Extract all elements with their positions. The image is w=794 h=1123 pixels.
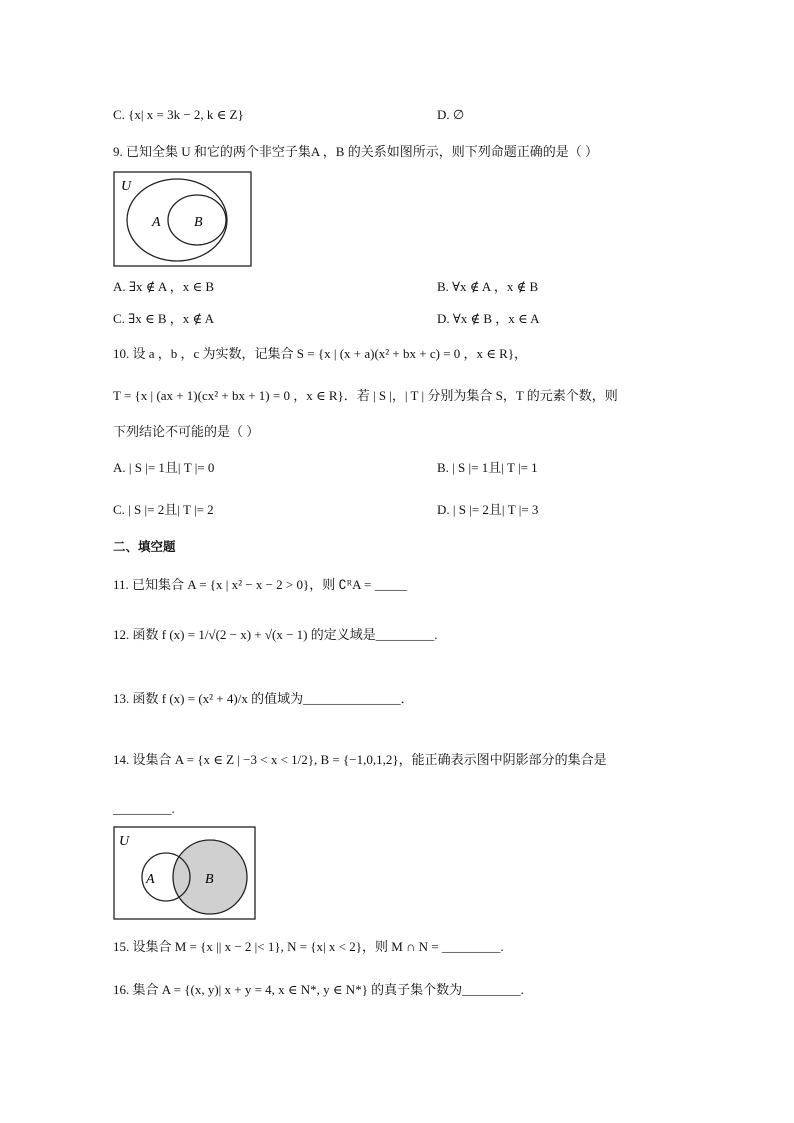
- q14-venn-diagram: [113, 826, 257, 922]
- label-u: U: [121, 179, 132, 194]
- q9-option-a: A. ∃x ∉ A ，x ∈ B: [113, 279, 215, 294]
- q15-text: 15. 设集合 M = {x || x − 2 |< 1}, N = {x| x < 2}，则 M ∩ N = _________.: [113, 939, 504, 954]
- q11-text: 11. 已知集合 A = {x | x² − x − 2 > 0}，则 ∁ᴿA = _____: [113, 577, 408, 592]
- universal-set-box: [114, 172, 251, 266]
- label-b: B: [194, 215, 203, 230]
- q9-option-c: C. ∃x ∈ B ，x ∉ A: [113, 311, 215, 326]
- q16-text: 16. 集合 A = {(x, y)| x + y = 4, x ∈ N*, y ∈ N*} 的真子集个数为_________.: [113, 982, 524, 997]
- q14-line-1: 14. 设集合 A = {x ∈ Z | −3 < x < 1/2}, B = {−1,0,1,2}，能正确表示图中阴影部分的集合是: [113, 752, 607, 767]
- label-b: B: [205, 872, 214, 887]
- label-a: A: [146, 872, 155, 887]
- q10-line-1: 10. 设 a ，b ，c 为实数，记集合 S = {x | (x + a)(x² + bx + c) = 0 ，x ∈ R}，: [113, 346, 528, 361]
- q9-option-d: D. ∀x ∉ B ，x ∈ A: [437, 311, 540, 326]
- q13-text: 13. 函数 f (x) = (x² + 4)/x 的值域为_______________．: [113, 691, 414, 706]
- q9-stem: 9. 已知全集 U 和它的两个非空子集A ，B 的关系如图所示，则下列命题正确的是（ ）: [113, 144, 598, 159]
- section-title-fill-in: 二、填空题: [113, 540, 176, 554]
- q10-line-2: T = {x | (ax + 1)(cx² + bx + 1) = 0 ，x ∈ R}．若 | S |，| T | 分别为集合 S，T 的元素个数，则: [113, 388, 618, 403]
- q10-option-d: D. | S |= 2且| T |= 3: [437, 502, 539, 517]
- q10-line-3: 下列结论不可能的是（ ）: [113, 424, 260, 439]
- q14-line-2: _________.: [113, 801, 175, 816]
- label-a: A: [152, 215, 161, 230]
- q8-option-d: D. ∅: [437, 107, 465, 122]
- label-u: U: [119, 834, 130, 849]
- q10-option-a: A. | S |= 1且| T |= 0: [113, 460, 215, 475]
- q8-option-c: C. {x| x = 3k − 2, k ∈ Z}: [113, 107, 244, 122]
- q12-text: 12. 函数 f (x) = 1/√(2 − x) + √(x − 1) 的定义域是_________.: [113, 627, 438, 642]
- q10-option-c: C. | S |= 2且| T |= 2: [113, 502, 214, 517]
- q9-venn-diagram: [113, 171, 253, 268]
- q9-option-b: B. ∀x ∉ A ，x ∉ B: [437, 279, 539, 294]
- q10-option-b: B. | S |= 1且| T |= 1: [437, 460, 538, 475]
